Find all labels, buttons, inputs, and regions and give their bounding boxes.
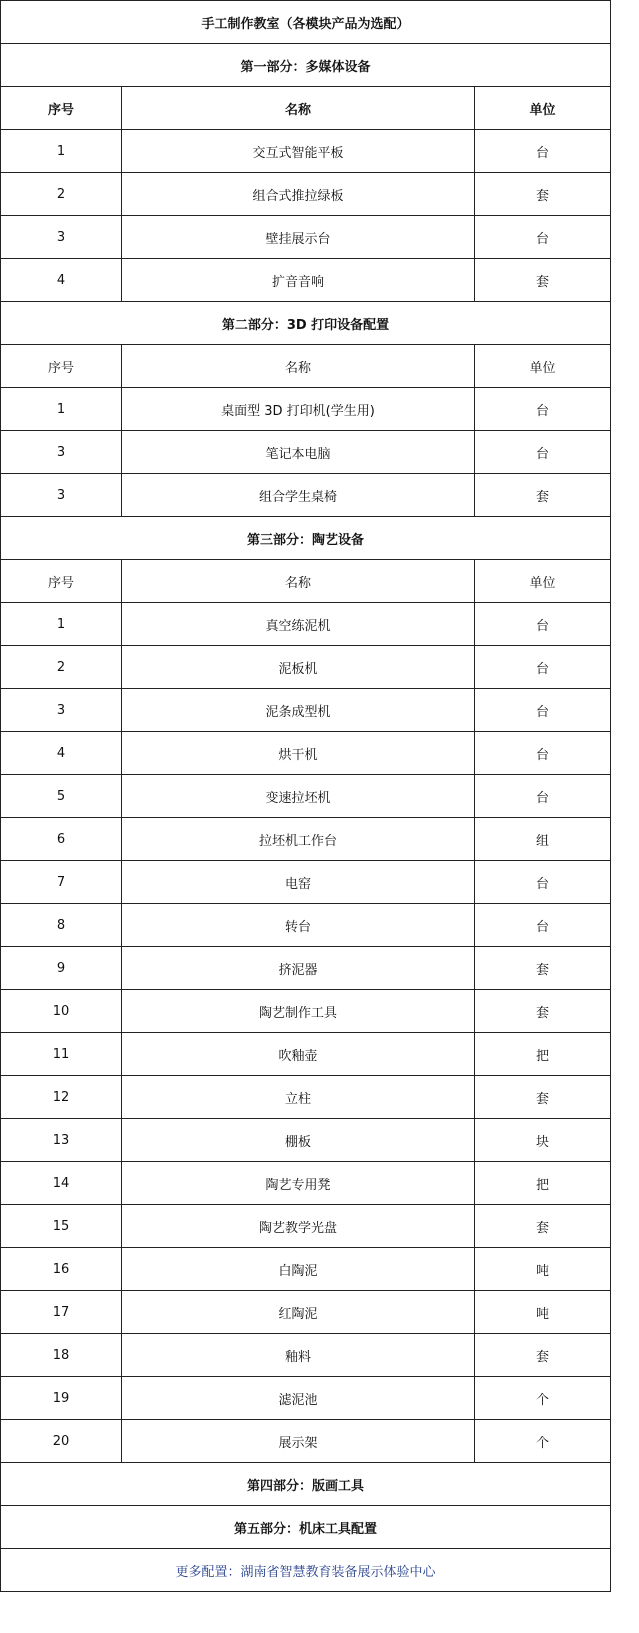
section-heading: 第三部分：陶艺设备 <box>1 517 611 560</box>
row-index: 12 <box>1 1076 122 1119</box>
item-name: 烘干机 <box>122 732 475 775</box>
item-unit: 台 <box>475 130 611 173</box>
item-unit: 台 <box>475 689 611 732</box>
row-index: 10 <box>1 990 122 1033</box>
section-heading-row <box>1 302 611 345</box>
item-unit: 组 <box>475 818 611 861</box>
table-row <box>1 1033 611 1076</box>
item-name: 立柱 <box>122 1076 475 1119</box>
row-index: 20 <box>1 1420 122 1463</box>
item-name: 陶艺教学光盘 <box>122 1205 475 1248</box>
row-index: 2 <box>1 173 122 216</box>
item-name: 转台 <box>122 904 475 947</box>
header-name: 名称 <box>122 560 475 603</box>
header-unit: 单位 <box>475 345 611 388</box>
section-heading: 第五部分：机床工具配置 <box>1 1506 611 1549</box>
item-unit: 套 <box>475 1076 611 1119</box>
row-index: 11 <box>1 1033 122 1076</box>
table-row <box>1 732 611 775</box>
section-heading: 第四部分：版画工具 <box>1 1463 611 1506</box>
table-row <box>1 818 611 861</box>
row-index: 8 <box>1 904 122 947</box>
header-index: 序号 <box>1 560 122 603</box>
table-row <box>1 1420 611 1463</box>
item-unit: 套 <box>475 1334 611 1377</box>
row-index: 3 <box>1 474 122 517</box>
header-index: 序号 <box>1 87 122 130</box>
table-row <box>1 1119 611 1162</box>
item-name: 笔记本电脑 <box>122 431 475 474</box>
item-name: 白陶泥 <box>122 1248 475 1291</box>
table-row <box>1 990 611 1033</box>
item-name: 陶艺专用凳 <box>122 1162 475 1205</box>
section-heading-row <box>1 44 611 87</box>
item-name: 陶艺制作工具 <box>122 990 475 1033</box>
item-unit: 块 <box>475 1119 611 1162</box>
header-unit: 单位 <box>475 87 611 130</box>
item-unit: 台 <box>475 904 611 947</box>
table-row <box>1 474 611 517</box>
item-unit: 台 <box>475 431 611 474</box>
table-row <box>1 1248 611 1291</box>
title-row <box>1 1 611 44</box>
item-unit: 套 <box>475 990 611 1033</box>
item-unit: 台 <box>475 646 611 689</box>
item-unit: 套 <box>475 259 611 302</box>
column-header-row <box>1 87 611 130</box>
item-name: 红陶泥 <box>122 1291 475 1334</box>
item-unit: 套 <box>475 173 611 216</box>
row-index: 15 <box>1 1205 122 1248</box>
row-index: 4 <box>1 259 122 302</box>
item-unit: 套 <box>475 1205 611 1248</box>
table-row <box>1 646 611 689</box>
item-name: 组合学生桌椅 <box>122 474 475 517</box>
table-row <box>1 904 611 947</box>
item-unit: 台 <box>475 775 611 818</box>
section-heading: 第二部分：3D 打印设备配置 <box>1 302 611 345</box>
item-name: 组合式推拉绿板 <box>122 173 475 216</box>
table-title: 手工制作教室（各模块产品为选配） <box>1 1 611 44</box>
table-row <box>1 861 611 904</box>
table-row <box>1 1291 611 1334</box>
row-index: 9 <box>1 947 122 990</box>
item-name: 电窑 <box>122 861 475 904</box>
row-index: 13 <box>1 1119 122 1162</box>
row-index: 3 <box>1 689 122 732</box>
row-index: 17 <box>1 1291 122 1334</box>
section-heading-row <box>1 1506 611 1549</box>
item-unit: 把 <box>475 1162 611 1205</box>
table-row <box>1 216 611 259</box>
item-unit: 台 <box>475 603 611 646</box>
item-unit: 台 <box>475 388 611 431</box>
item-name: 泥条成型机 <box>122 689 475 732</box>
table-row <box>1 689 611 732</box>
header-name: 名称 <box>122 345 475 388</box>
item-name: 真空练泥机 <box>122 603 475 646</box>
item-name: 展示架 <box>122 1420 475 1463</box>
row-index: 18 <box>1 1334 122 1377</box>
item-name: 挤泥器 <box>122 947 475 990</box>
section-heading: 第一部分：多媒体设备 <box>1 44 611 87</box>
row-index: 5 <box>1 775 122 818</box>
table-row <box>1 259 611 302</box>
table-row <box>1 1076 611 1119</box>
column-header-row <box>1 560 611 603</box>
table-row <box>1 388 611 431</box>
table-row <box>1 1334 611 1377</box>
item-name: 壁挂展示台 <box>122 216 475 259</box>
table-row <box>1 1162 611 1205</box>
table-row <box>1 775 611 818</box>
row-index: 14 <box>1 1162 122 1205</box>
table-row <box>1 130 611 173</box>
row-index: 3 <box>1 216 122 259</box>
row-index: 6 <box>1 818 122 861</box>
table-row <box>1 947 611 990</box>
item-unit: 台 <box>475 861 611 904</box>
item-name: 桌面型 3D 打印机(学生用) <box>122 388 475 431</box>
row-index: 16 <box>1 1248 122 1291</box>
table-row <box>1 1377 611 1420</box>
item-unit: 吨 <box>475 1248 611 1291</box>
row-index: 1 <box>1 388 122 431</box>
row-index: 1 <box>1 130 122 173</box>
item-unit: 台 <box>475 732 611 775</box>
item-unit: 把 <box>475 1033 611 1076</box>
table-row <box>1 431 611 474</box>
item-unit: 套 <box>475 474 611 517</box>
table-row <box>1 173 611 216</box>
item-name: 拉坯机工作台 <box>122 818 475 861</box>
row-index: 1 <box>1 603 122 646</box>
item-unit: 套 <box>475 947 611 990</box>
equipment-table-body <box>1 1 611 1592</box>
item-unit: 个 <box>475 1377 611 1420</box>
item-name: 扩音音响 <box>122 259 475 302</box>
header-name: 名称 <box>122 87 475 130</box>
row-index: 19 <box>1 1377 122 1420</box>
table-row <box>1 1205 611 1248</box>
item-name: 棚板 <box>122 1119 475 1162</box>
table-row <box>1 603 611 646</box>
item-unit: 个 <box>475 1420 611 1463</box>
item-name: 釉料 <box>122 1334 475 1377</box>
item-name: 泥板机 <box>122 646 475 689</box>
section-heading-row <box>1 517 611 560</box>
item-unit: 吨 <box>475 1291 611 1334</box>
row-index: 3 <box>1 431 122 474</box>
item-unit: 台 <box>475 216 611 259</box>
more-config-link[interactable]: 更多配置：湖南省智慧教育装备展示体验中心 <box>1 1549 611 1592</box>
item-name: 变速拉坯机 <box>122 775 475 818</box>
row-index: 7 <box>1 861 122 904</box>
footer-row <box>1 1549 611 1592</box>
header-unit: 单位 <box>475 560 611 603</box>
row-index: 2 <box>1 646 122 689</box>
row-index: 4 <box>1 732 122 775</box>
header-index: 序号 <box>1 345 122 388</box>
item-name: 滤泥池 <box>122 1377 475 1420</box>
column-header-row <box>1 345 611 388</box>
item-name: 吹釉壶 <box>122 1033 475 1076</box>
section-heading-row <box>1 1463 611 1506</box>
item-name: 交互式智能平板 <box>122 130 475 173</box>
